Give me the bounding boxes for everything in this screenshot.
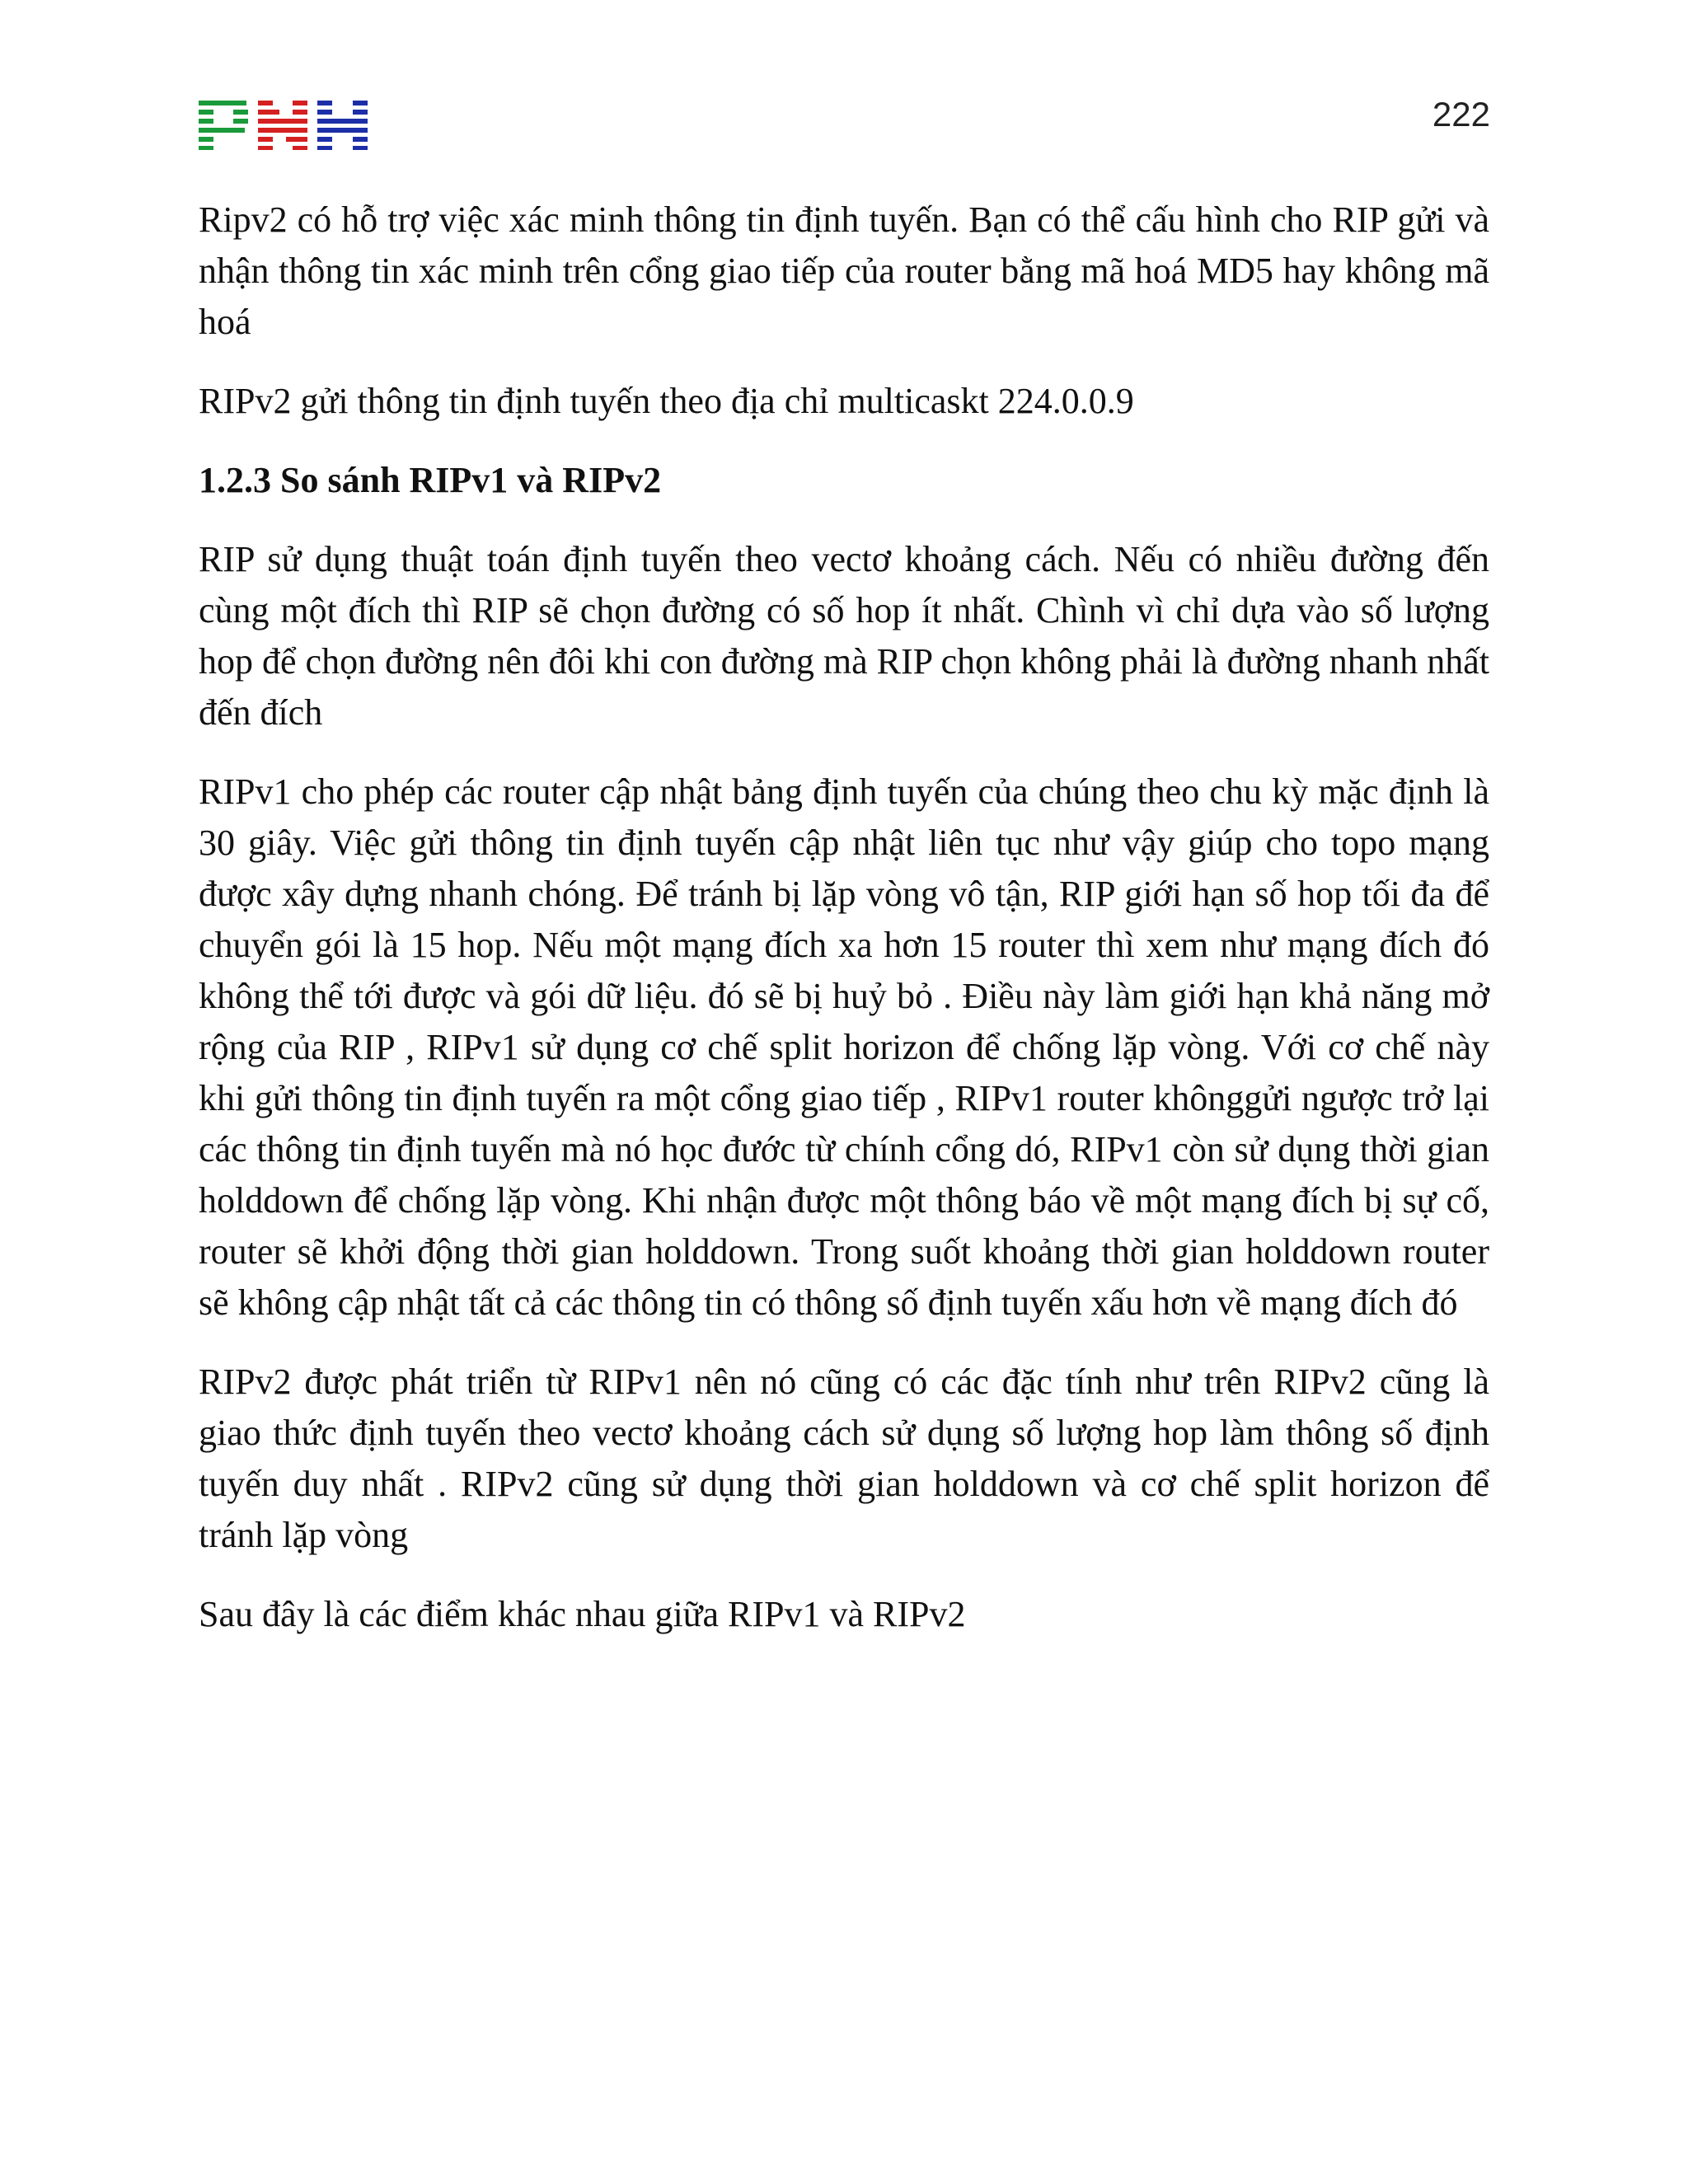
section-heading: 1.2.3 So sánh RIPv1 và RIPv2 (199, 460, 662, 500)
paragraph-rip-distance-vector: RIP sử dụng thuật toán định tuyến theo vectơ khoảng cách. Nếu có nhiều đường đến cùng một đích thì RIP sẽ chọn đường có số hop ít nhất. Chình vì chỉ dựa vào số lượng hop để chọn đường nên đôi khi con đường mà RIP chọn không phải là đường nhanh nhất đến đích (199, 539, 1489, 733)
page-number: 222 (1432, 95, 1490, 134)
paragraph-ripv2-authentication: Ripv2 có hỗ trợ việc xác minh thông tin định tuyến. Bạn có thể cấu hình cho RIP gửi và nhận thông tin xác minh trên cổng giao tiếp của router bằng mã hoá MD5 hay không mã hoá (199, 199, 1489, 342)
paragraph-ripv2-details: RIPv2 được phát triển từ RIPv1 nên nó cũng có các đặc tính như trên RIPv2 cũng là giao thức định tuyến theo vectơ khoảng cách sử dụng số lượng hop làm thông số định tuyến duy nhất . RIPv2 cũng sử dụng thời gian holddown và cơ chế split horizon để tránh lặp vòng (199, 1361, 1489, 1555)
pnh-logo-graphic (199, 101, 368, 150)
pnh-logo (199, 101, 368, 150)
page-header (0, 0, 1688, 165)
paragraph-ripv2-multicast: RIPv2 gửi thông tin định tuyến theo địa chỉ multicaskt 224.0.0.9 (199, 381, 1134, 421)
paragraph-differences-intro: Sau đây là các điểm khác nhau giữa RIPv1 và RIPv2 (199, 1594, 966, 1634)
paragraph-ripv1-details: RIPv1 cho phép các router cập nhật bảng định tuyến của chúng theo chu kỳ mặc định là 30 giây. Việc gửi thông tin định tuyến cập nhật liên tục như vậy giúp cho topo mạng được xây dựng nhanh chóng. Để tránh bị lặp vòng vô tận, RIP giới hạn số hop tối đa để chuyển gói là 15 hop. Nếu một mạng đích xa hơn 15 router thì xem như mạng đích đó không thể tới được và gói dữ liệu. đó sẽ bị huỷ bỏ . Điều này làm giới hạn khả năng mở rộng của RIP , RIPv1 sử dụng cơ chế split horizon để chống lặp vòng. Với cơ chế này khi gửi thông tin định tuyến ra một cổng giao tiếp , RIPv1 router khônggửi ngược trở lại các thông tin định tuyến mà nó học đước từ chính cổng dó, RIPv1 còn sử dụng thời gian holddown để chống lặp vòng. Khi nhận được một thông báo về một mạng đích bị sự cố, router sẽ khởi động thời gian holddown. Trong suốt khoảng thời gian holddown router sẽ không cập nhật tất cả các thông tin có thông số định tuyến xấu hơn về mạng đích đó (199, 771, 1489, 1323)
document-body (199, 194, 1489, 1668)
